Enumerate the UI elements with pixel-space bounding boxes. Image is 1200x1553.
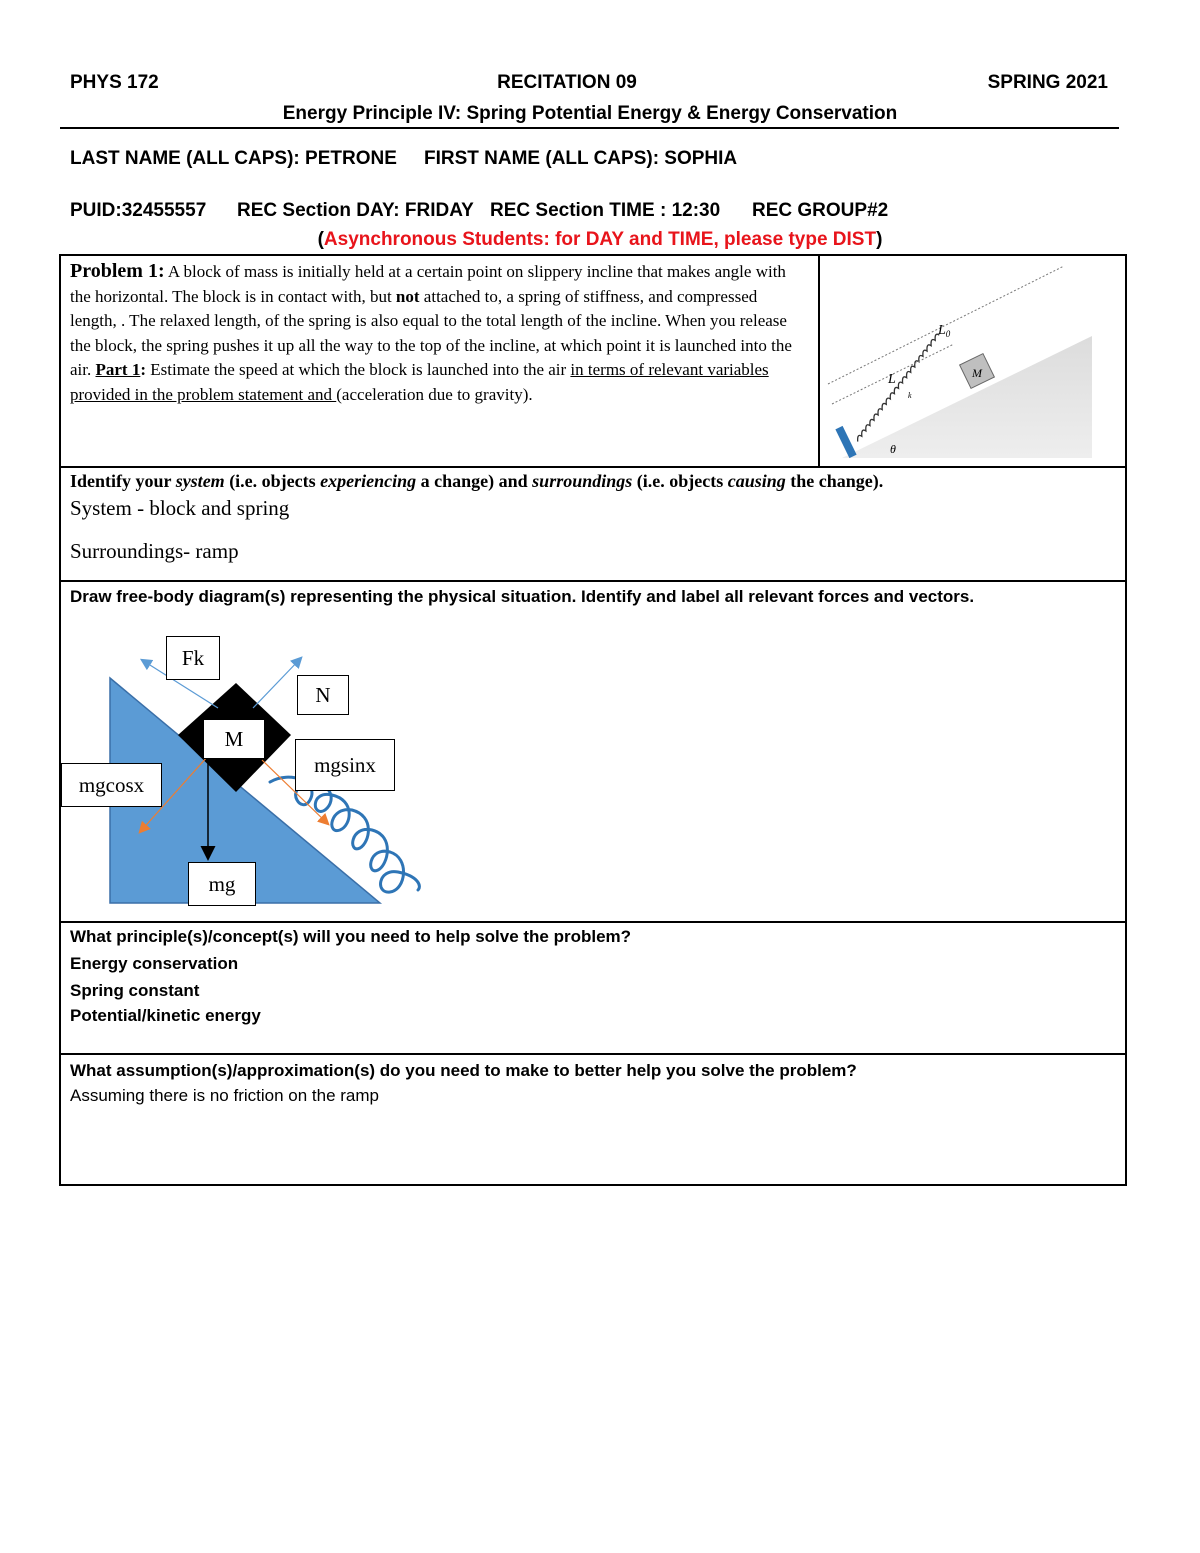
row-divider xyxy=(59,466,1127,468)
label-m: M xyxy=(972,366,982,380)
header-rule xyxy=(60,127,1119,129)
assumption-answer: Assuming there is no friction on the ramp xyxy=(70,1086,379,1105)
problem-title: Problem 1: xyxy=(70,260,165,282)
label-n: N xyxy=(297,675,349,715)
async-note-line: (Asynchronous Students: for DAY and TIME, please type DIST) xyxy=(317,229,883,250)
page-title: Energy Principle IV: Spring Potential Energy & Energy Conservation xyxy=(282,103,898,124)
normal-arrow xyxy=(253,658,301,708)
label-mgsinx: mgsinx xyxy=(295,739,395,791)
row-divider xyxy=(59,580,1127,582)
recitation-number: RECITATION 09 xyxy=(497,72,637,93)
spring-wall xyxy=(835,426,856,458)
label-mg: mg xyxy=(188,862,256,906)
principle-item: Energy conservation xyxy=(70,954,239,973)
answer-system: System - block and spring xyxy=(70,496,290,520)
rec-group: REC GROUP#2 xyxy=(752,200,889,221)
label-l: L xyxy=(888,372,896,387)
rec-day: REC Section DAY: FRIDAY xyxy=(237,200,474,221)
label-m: M xyxy=(203,719,265,759)
fbd-question: Draw free-body diagram(s) representing the physical situation. Identify and label all relevant forces and vectors. xyxy=(70,587,975,606)
problem-statement: Problem 1: A block of mass is initially held at a certain point on slippery incline that makes angle with the horizontal. The block is in contact with, but not attached to, a spring of stiffness, and compressed length, . The relaxed length, of the spring is also equal to the total length of the incline. When you release the block, the spring pushes it up all the way to the top of the incline, at which point it is launched into the air. Part 1: Estimate the speed at which the block is launched into the air in terms of relevant variables provided in the problem statement and (acceleration due to gravity). xyxy=(70,260,792,404)
row-divider xyxy=(59,921,1127,923)
principles-question: What principle(s)/concept(s) will you need to help solve the problem? xyxy=(70,927,632,946)
principle-item: Spring constant xyxy=(70,981,200,1000)
part-label: Part 1 xyxy=(95,360,141,380)
async-note: Asynchronous Students: for DAY and TIME, please type DIST xyxy=(323,229,877,250)
puid: PUID:32455557 xyxy=(70,200,207,221)
first-name-line: FIRST NAME (ALL CAPS): SOPHIA xyxy=(424,148,738,169)
label-theta: θ xyxy=(890,442,896,456)
label-k: k xyxy=(908,391,912,400)
last-name-line: LAST NAME (ALL CAPS): PETRONE xyxy=(70,148,397,169)
answer-surroundings: Surroundings- ramp xyxy=(70,539,239,563)
label-fk: Fk xyxy=(166,636,220,680)
rec-time: REC Section TIME : 12:30 xyxy=(490,200,721,221)
term: SPRING 2021 xyxy=(987,72,1108,93)
label-l0: L xyxy=(938,323,946,338)
row-divider xyxy=(59,1053,1127,1055)
l0-dimension-line xyxy=(828,266,1064,384)
incline-figure xyxy=(820,256,1125,465)
principle-item: Potential/kinetic energy xyxy=(70,1006,261,1025)
incline-surface xyxy=(842,336,1092,458)
svg-text:L0: $L_0$ xyxy=(938,323,951,339)
label-mgcosx: mgcosx xyxy=(61,763,162,807)
course-code: PHYS 172 xyxy=(70,72,159,93)
system-question: Identify your system (i.e. objects experiencing a change) and surroundings (i.e. objects causing the change). xyxy=(70,471,884,491)
assumptions-question: What assumption(s)/approximation(s) do you need to make to better help you solve the problem? xyxy=(70,1061,857,1080)
